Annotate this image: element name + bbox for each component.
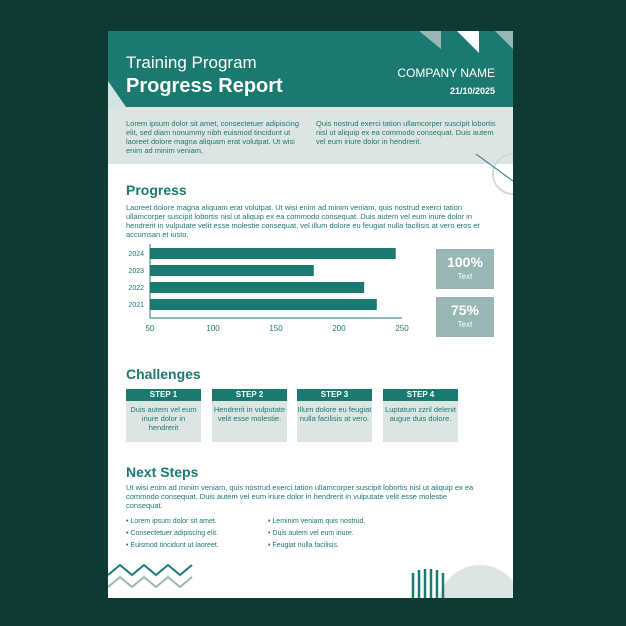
step-1-label: STEP 1 [126, 389, 201, 401]
stat-box-2 [436, 297, 494, 337]
bullet-right-2: • Duis autem vel eum iriure. [268, 530, 354, 537]
x-tick-label-50: 50 [145, 324, 155, 333]
stat-1-label: Text [457, 272, 473, 281]
y-tick-label-2021: 2021 [128, 302, 144, 309]
x-tick-label-150: 150 [269, 324, 283, 333]
step-4-label: STEP 4 [383, 389, 458, 401]
report-header [108, 31, 513, 107]
intro-section [108, 107, 513, 164]
bullet-left-1: • Lorem ipsum dolor sit amet. [126, 518, 217, 525]
stat-1-value: 100% [447, 254, 483, 270]
bar-2021 [150, 299, 377, 310]
x-tick-label-250: 250 [395, 324, 409, 333]
step-card-2 [212, 389, 287, 442]
step-3-label: STEP 3 [297, 389, 372, 401]
bar-2023 [150, 265, 314, 276]
challenges-heading: Challenges [126, 366, 201, 382]
bar-2022 [150, 282, 364, 293]
decorative-circle [468, 146, 513, 206]
bullet-left-2: • Consectetuer adipiscing elit. [126, 530, 218, 537]
progress-heading: Progress [126, 182, 187, 198]
bullet-right-1: • Leminim veniam quis nostrud. [268, 518, 366, 525]
step-2-label: STEP 2 [212, 389, 287, 401]
progress-text: Laoreet dolore magna aliquam erat volutpat. Ut wisi enim ad minim veniam, quis nostrud exerci tation ullamcorper suscipit lobortis nisl ut aliquip ex ea commodo consequat. Duis autem vel eum iriure dolor in hendrerit in vulputate velit esse molestie consequat, vel illum dolore eu feugiat nulla facilisis at vero eros et accumsan et iusto. [126, 203, 480, 239]
step-3-text: Illum dolore eu feugiat nulla facilisis at vero. [297, 401, 372, 442]
bullet-right-3: • Feugiat nulla facilisis. [268, 542, 339, 549]
y-tick-label-2024: 2024 [128, 251, 144, 258]
intro-text-left: Lorem ipsum dolor sit amet, consectetuer adipiscing elit, sed diam nonummy nibh euismod tincidunt ut laoreet dolore magna aliquam erat volutpat. Ut wisi enim ad minim veniam, [126, 119, 299, 155]
step-card-4 [383, 389, 458, 442]
bar-2024 [150, 248, 396, 259]
report-page [108, 31, 513, 598]
title-line-1: Training Program [126, 53, 257, 72]
step-card-3 [297, 389, 372, 442]
x-tick-label-200: 200 [332, 324, 346, 333]
stat-2-value: 75% [450, 302, 480, 318]
y-tick-label-2023: 2023 [128, 268, 144, 275]
next-steps-text: Ut wisi enim ad minim veniam, quis nostrud exerci tation ullamcorper suscipit lobortis nisl ut aliquip ex ea commodo consequat. Duis autem vel eum iriure dolor in hendrerit in vulputate velit esse molestie consequat. [126, 483, 474, 510]
report-date: 21/10/2025 [449, 86, 495, 96]
step-card-1 [126, 389, 201, 442]
step-1-text: Duis autem vel eum iriure dolor in hendrerit [126, 401, 201, 442]
decorative-footer-shapes [108, 561, 513, 598]
decorative-stripes [108, 81, 126, 107]
x-tick-label-100: 100 [206, 324, 220, 333]
y-tick-label-2022: 2022 [128, 285, 144, 292]
title-line-2: Progress Report [126, 75, 283, 97]
progress-bar-chart [116, 244, 416, 349]
step-4-text: Luptatum zzril delenit augue duis dolore. [383, 401, 458, 442]
intro-text-right: Quis nostrud exerci tation ullamcorper suscipit lobortis nisl ut aliquip ex ea commodo consequat. Duis autem vel eum iriure dolor in hendrerit. [316, 119, 496, 146]
stat-2-label: Text [457, 320, 473, 329]
stat-box-1 [436, 249, 494, 289]
step-2-text: Hendrerit in vulputate velit esse molestie. [212, 401, 287, 442]
bullet-left-3: • Euismod tincidunt ut laoreet. [126, 542, 219, 549]
decorative-triangles [413, 31, 513, 55]
company-name: COMPANY NAME [397, 66, 495, 80]
next-steps-heading: Next Steps [126, 464, 199, 480]
